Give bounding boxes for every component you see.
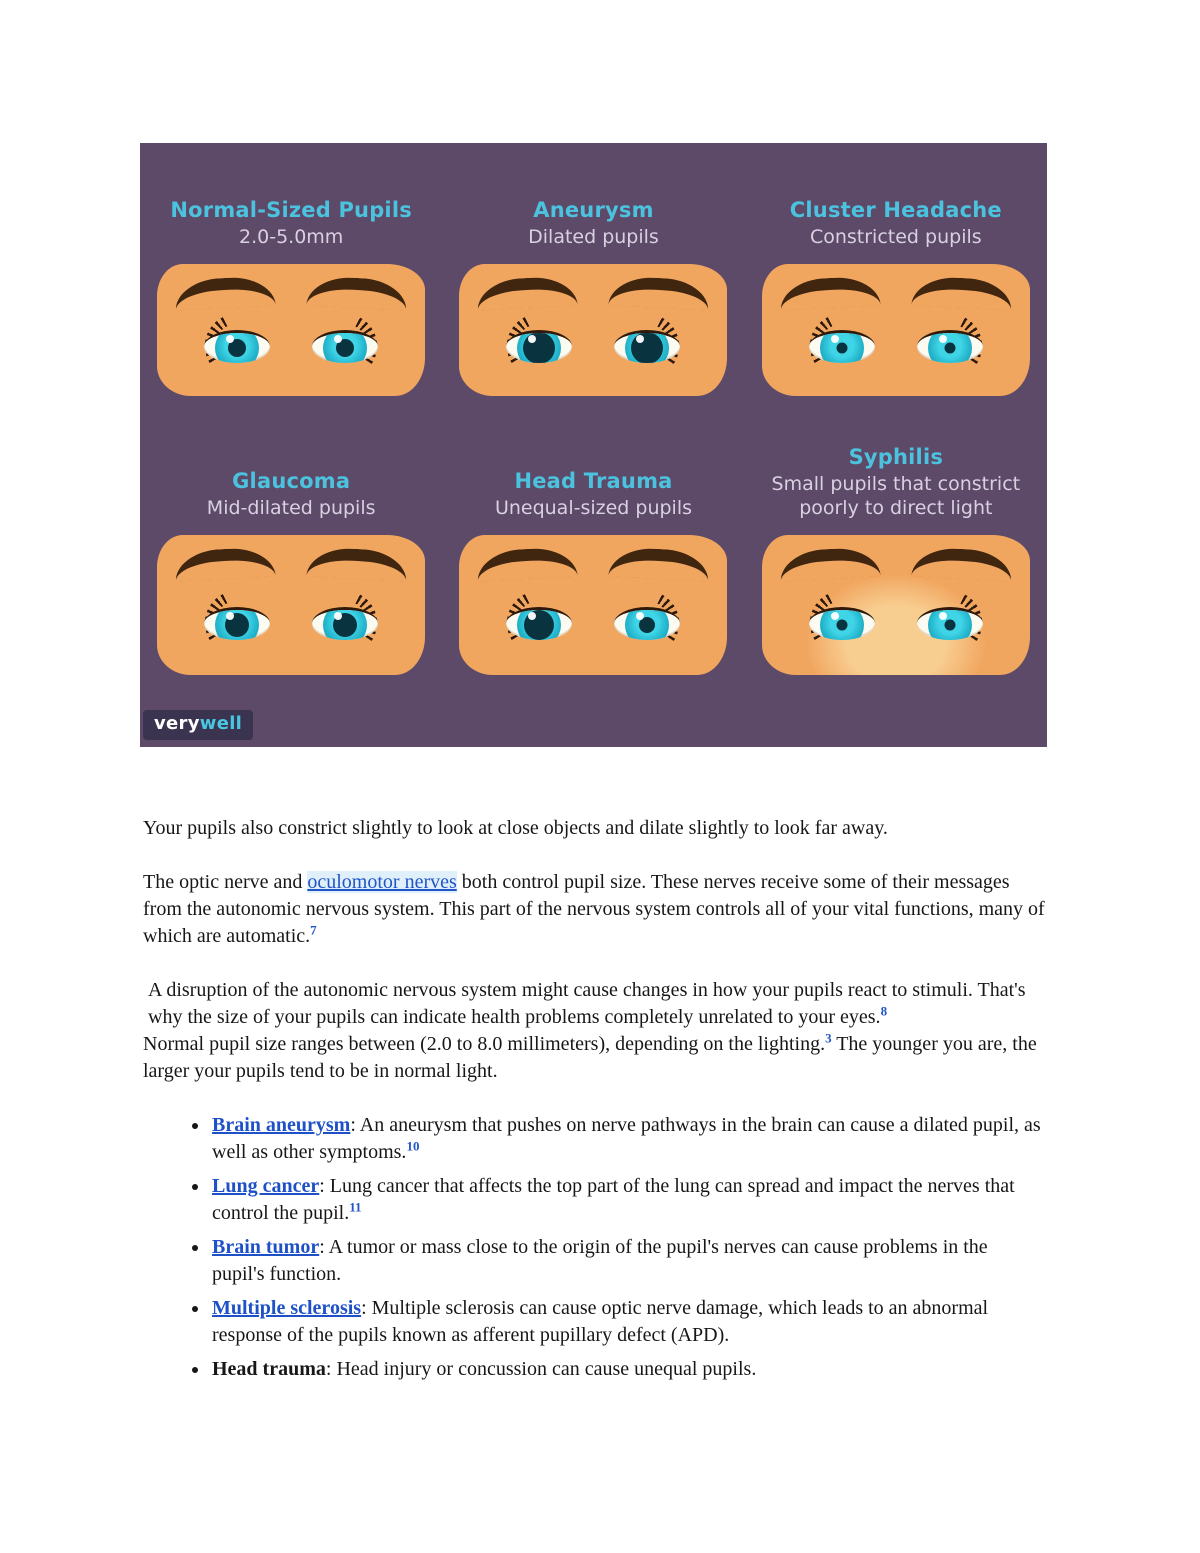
verywell-logo-well: well bbox=[199, 713, 243, 734]
eyebrow-right bbox=[609, 546, 710, 581]
eyebrow-left bbox=[779, 546, 880, 581]
iris bbox=[323, 330, 367, 363]
eye-glint bbox=[636, 335, 644, 343]
sclera bbox=[917, 330, 983, 363]
eyes-illustration-dilated bbox=[459, 264, 727, 396]
iris bbox=[323, 607, 367, 640]
iris bbox=[928, 607, 972, 640]
iris bbox=[215, 607, 259, 640]
panel-title: Aneurysm bbox=[533, 198, 654, 222]
eye-right bbox=[303, 304, 387, 388]
panel-glaucoma bbox=[140, 438, 442, 675]
multiple-sclerosis-link[interactable]: Multiple sclerosis bbox=[212, 1297, 362, 1319]
eye-right bbox=[605, 581, 689, 665]
list-item-head-trauma bbox=[210, 1356, 1045, 1383]
eye-glint bbox=[831, 335, 839, 343]
eyebrow-right bbox=[306, 546, 407, 581]
panel-normal-pupils bbox=[140, 143, 442, 396]
eyebrow-left bbox=[174, 546, 275, 581]
conditions-list bbox=[143, 1112, 1045, 1383]
list-item-text: : Lung cancer that affects the top part of the lung can spread and impact the nerves that control the pupil. bbox=[212, 1175, 1015, 1224]
footnote-ref-7: 7 bbox=[310, 922, 317, 938]
eye-glint bbox=[334, 335, 342, 343]
pupil bbox=[836, 620, 847, 631]
iris bbox=[625, 330, 669, 363]
paragraph-text: The younger you are, the larger your pupils tend to be in normal light. bbox=[143, 1033, 1037, 1082]
panel-subtitle: Dilated pupils bbox=[528, 226, 659, 248]
panel-title: Head Trauma bbox=[514, 469, 673, 493]
sclera bbox=[204, 330, 270, 363]
eye-glint bbox=[939, 335, 947, 343]
footnote-ref-3: 3 bbox=[825, 1030, 832, 1046]
footnote-ref-10: 10 bbox=[406, 1138, 420, 1154]
paragraph-close-objects bbox=[143, 815, 1045, 842]
eye-glint bbox=[528, 335, 536, 343]
verywell-logo bbox=[143, 710, 253, 740]
article-body bbox=[143, 815, 1045, 1390]
eye-right bbox=[303, 581, 387, 665]
panel-subtitle: Unequal-sized pupils bbox=[494, 497, 693, 519]
eye-left bbox=[195, 581, 279, 665]
iris bbox=[928, 330, 972, 363]
verywell-logo-very: very bbox=[154, 713, 200, 734]
sclera bbox=[312, 607, 378, 640]
panel-head-trauma bbox=[442, 438, 744, 675]
list-item-text: : An aneurysm that pushes on nerve pathways in the brain can cause a dilated pupil, as well as other symptoms. bbox=[212, 1114, 1041, 1163]
oculomotor-nerves-link[interactable]: oculomotor nerves bbox=[307, 871, 457, 893]
list-item-multiple-sclerosis bbox=[210, 1295, 1045, 1349]
panel-subtitle: Mid-dilated pupils bbox=[206, 497, 376, 519]
paragraph-text: both control pupil size. These nerves receive some of their messages from the autonomic nervous system. This part of the nervous system controls all of your vital functions, many of which are automatic. bbox=[143, 871, 1045, 947]
list-item-brain-aneurysm bbox=[210, 1112, 1045, 1166]
list-item-lung-cancer bbox=[210, 1173, 1045, 1227]
list-item-brain-tumor bbox=[210, 1234, 1045, 1288]
footnote-ref-8: 8 bbox=[880, 1003, 888, 1019]
eyebrow-left bbox=[477, 546, 578, 581]
pupil bbox=[944, 620, 955, 631]
eyes-illustration-constricted bbox=[762, 264, 1030, 396]
pupil bbox=[944, 343, 955, 354]
panel-text bbox=[451, 143, 735, 249]
sclera bbox=[809, 607, 875, 640]
eyes-illustration-small-pupils bbox=[762, 535, 1030, 675]
panel-syphilis bbox=[745, 438, 1047, 675]
eye-left bbox=[800, 581, 884, 665]
brain-tumor-link[interactable]: Brain tumor bbox=[212, 1236, 320, 1258]
paragraph-disruption bbox=[143, 977, 1045, 1031]
paragraph-text: Normal pupil size ranges between (2.0 to 8.0 millimeters), depending on the lighting. bbox=[143, 1033, 826, 1055]
eye-left bbox=[497, 304, 581, 388]
eyebrow-right bbox=[911, 546, 1012, 581]
eye-glint bbox=[334, 612, 342, 620]
panel-subtitle: Constricted pupils bbox=[809, 226, 982, 248]
panel-title: Cluster Headache bbox=[789, 198, 1002, 222]
infographic-grid bbox=[140, 143, 1047, 675]
panel-title: Glaucoma bbox=[232, 469, 351, 493]
iris bbox=[517, 607, 561, 640]
eye-right bbox=[605, 304, 689, 388]
paragraph-text: A disruption of the autonomic nervous system might cause changes in how your pupils react to stimuli. That's why the size of your pupils can indicate health problems completely unrelated to your eyes. bbox=[148, 979, 1026, 1028]
panel-text bbox=[149, 438, 433, 520]
iris bbox=[820, 607, 864, 640]
sclera bbox=[312, 330, 378, 363]
sclera bbox=[917, 607, 983, 640]
pupil-conditions-infographic bbox=[140, 143, 1047, 747]
panel-subtitle: Small pupils that constrict poorly to direct light bbox=[771, 473, 1021, 519]
eye-glint bbox=[226, 335, 234, 343]
panel-text bbox=[754, 438, 1038, 520]
list-item-text: : Multiple sclerosis can cause optic nerve damage, which leads to an abnormal response of the pupils known as afferent pupillary defect (APD). bbox=[212, 1297, 989, 1346]
eye-left bbox=[497, 581, 581, 665]
paragraph-optic-nerve bbox=[143, 869, 1045, 950]
head-trauma-term: Head trauma bbox=[212, 1358, 326, 1380]
iris bbox=[625, 607, 669, 640]
panel-subtitle: 2.0-5.0mm bbox=[239, 226, 344, 248]
panel-title: Normal-Sized Pupils bbox=[170, 198, 412, 222]
sclera bbox=[809, 330, 875, 363]
eye-glint bbox=[528, 612, 536, 620]
panel-cluster-headache bbox=[745, 143, 1047, 396]
eyes-illustration-unequal bbox=[459, 535, 727, 675]
sclera bbox=[204, 607, 270, 640]
paragraph-normal-size bbox=[143, 1031, 1045, 1085]
panel-title: Syphilis bbox=[848, 445, 944, 469]
eye-glint bbox=[939, 612, 947, 620]
eye-glint bbox=[226, 612, 234, 620]
paragraph-text: Your pupils also constrict slightly to look at close objects and dilate slightly to look far away. bbox=[143, 817, 888, 839]
eyes-illustration-mid-dilated bbox=[157, 535, 425, 675]
panel-aneurysm bbox=[442, 143, 744, 396]
pupil bbox=[836, 343, 847, 354]
eyes-illustration-normal bbox=[157, 264, 425, 396]
iris bbox=[820, 330, 864, 363]
eye-glint bbox=[636, 612, 644, 620]
eye-right bbox=[908, 581, 992, 665]
list-item-text: : Head injury or concussion can cause unequal pupils. bbox=[325, 1358, 757, 1380]
eye-left bbox=[195, 304, 279, 388]
panel-text bbox=[754, 143, 1038, 249]
panel-text bbox=[149, 143, 433, 249]
eye-left bbox=[800, 304, 884, 388]
brain-aneurysm-link[interactable]: Brain aneurysm bbox=[212, 1114, 351, 1136]
eye-glint bbox=[831, 612, 839, 620]
paragraph-text: The optic nerve and bbox=[143, 871, 308, 893]
eye-right bbox=[908, 304, 992, 388]
iris bbox=[517, 330, 561, 363]
lung-cancer-link[interactable]: Lung cancer bbox=[212, 1175, 320, 1197]
iris bbox=[215, 330, 259, 363]
footnote-ref-11: 11 bbox=[349, 1199, 362, 1215]
panel-text bbox=[451, 438, 735, 520]
list-item-text: : A tumor or mass close to the origin of the pupil's nerves can cause problems in the pupil's function. bbox=[212, 1236, 988, 1285]
